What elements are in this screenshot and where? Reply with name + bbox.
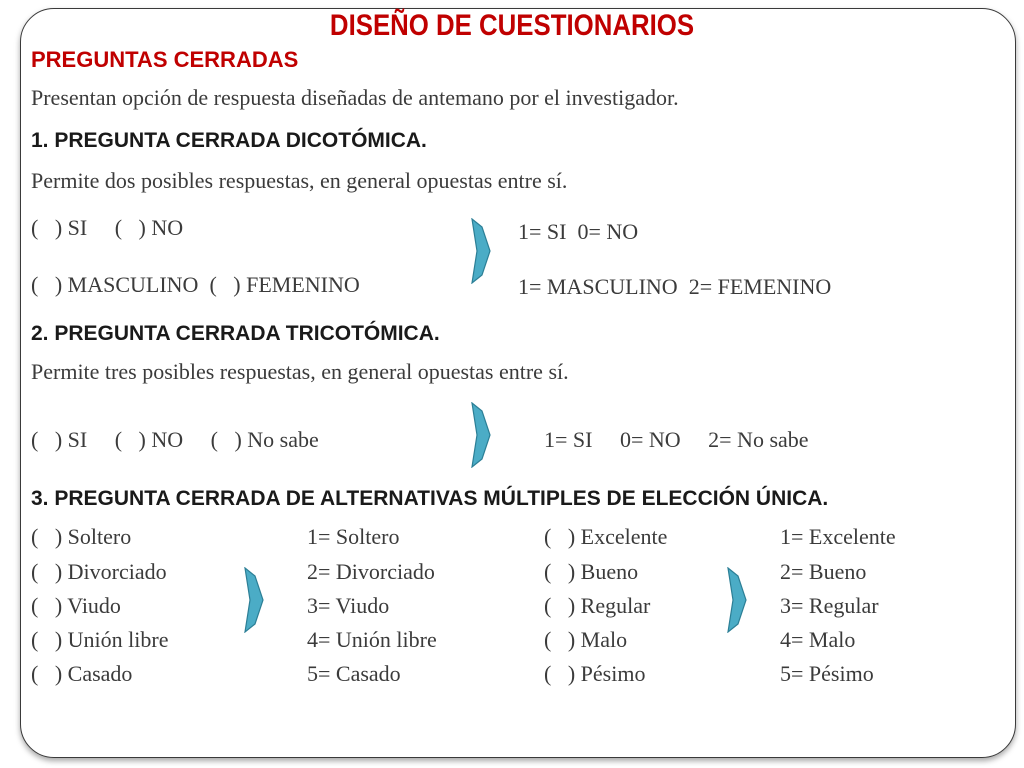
list-item: ( ) Casado bbox=[31, 661, 133, 686]
list-item: ( ) Regular bbox=[544, 593, 651, 618]
slide-title: DISEÑO DE CUESTIONARIOS bbox=[329, 9, 695, 42]
list-item: 2= Bueno bbox=[780, 559, 867, 584]
section2-description: Permite tres posibles respuestas, en general opuestas entre sí. bbox=[31, 359, 569, 384]
section1-heading: 1. PREGUNTA CERRADA DICOTÓMICA. bbox=[31, 129, 427, 152]
list-item: ( ) Unión libre bbox=[31, 627, 169, 652]
intro-text: Presentan opción de respuesta diseñadas de antemano por el investigador. bbox=[31, 85, 679, 110]
right-arrow-icon bbox=[471, 402, 491, 468]
list-item: 4= Malo bbox=[780, 627, 856, 652]
right-arrow-icon bbox=[244, 567, 264, 633]
section1-description: Permite dos posibles respuestas, en general opuestas entre sí. bbox=[31, 168, 568, 193]
list-item: ( ) Bueno bbox=[544, 559, 639, 584]
list-item: 5= Pésimo bbox=[780, 661, 874, 686]
list-item: ( ) Malo bbox=[544, 627, 628, 652]
list-item: 2= Divorciado bbox=[307, 559, 435, 584]
list-item: 3= Viudo bbox=[307, 593, 390, 618]
list-item: ( ) Soltero bbox=[31, 524, 132, 549]
list-item: ( ) Excelente bbox=[544, 524, 668, 549]
section1-codes-row1: 1= SI 0= NO bbox=[518, 219, 639, 244]
list-item: 1= Excelente bbox=[780, 524, 896, 549]
section2-options: ( ) SI ( ) NO ( ) No sabe bbox=[31, 427, 319, 452]
list-item: ( ) Pésimo bbox=[544, 661, 646, 686]
section2-heading: 2. PREGUNTA CERRADA TRICOTÓMICA. bbox=[31, 322, 440, 345]
section1-options-row1: ( ) SI ( ) NO bbox=[31, 215, 184, 240]
section2-codes: 1= SI 0= NO 2= No sabe bbox=[544, 427, 809, 452]
list-item: ( ) Viudo bbox=[31, 593, 121, 618]
section3-heading: 3. PREGUNTA CERRADA DE ALTERNATIVAS MÚLTIPLES DE ELECCIÓN ÚNICA. bbox=[31, 487, 829, 510]
list-item: 3= Regular bbox=[780, 593, 879, 618]
right-arrow-icon bbox=[727, 567, 747, 633]
list-item: ( ) Divorciado bbox=[31, 559, 167, 584]
list-item: 4= Unión libre bbox=[307, 627, 437, 652]
section1-codes-row2: 1= MASCULINO 2= FEMENINO bbox=[518, 274, 832, 299]
list-item: 1= Soltero bbox=[307, 524, 400, 549]
section-subtitle: PREGUNTAS CERRADAS bbox=[31, 47, 299, 72]
right-arrow-icon bbox=[471, 218, 491, 284]
list-item: 5= Casado bbox=[307, 661, 401, 686]
section1-options-row2: ( ) MASCULINO ( ) FEMENINO bbox=[31, 272, 360, 297]
